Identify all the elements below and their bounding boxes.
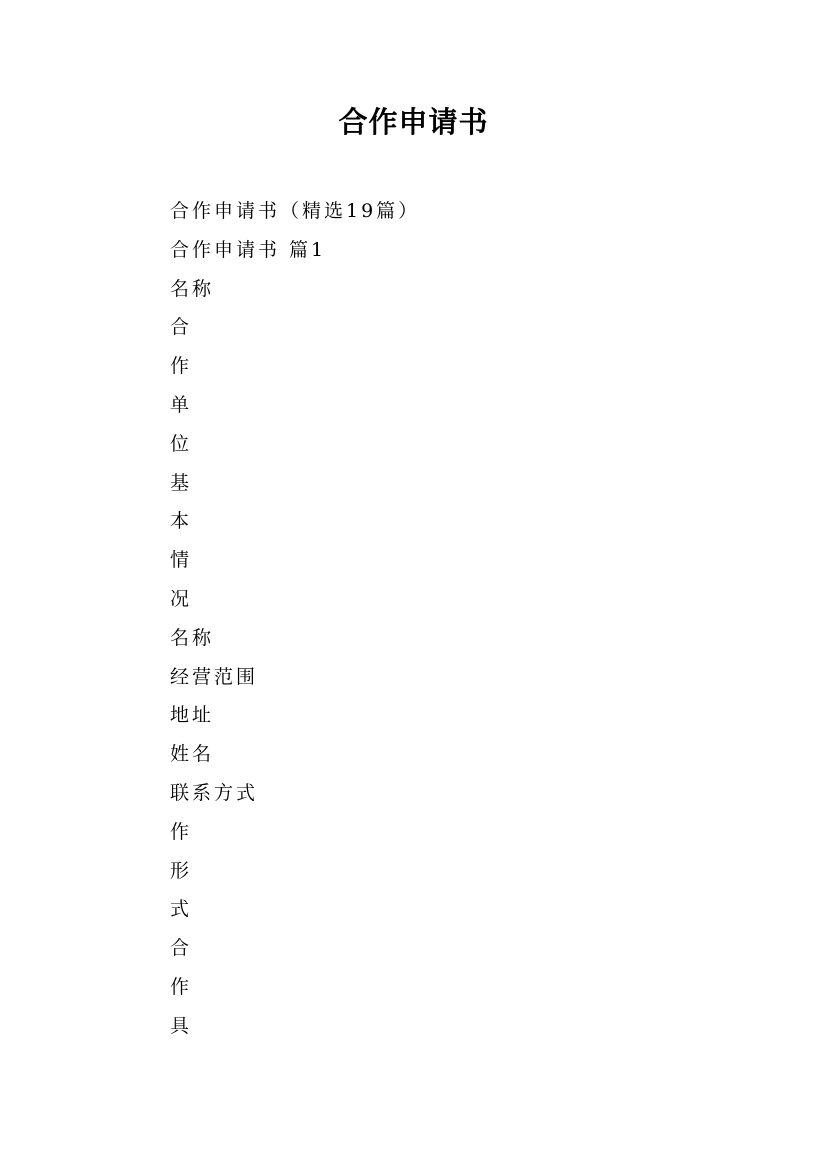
text-line: 联系方式 [170, 781, 259, 804]
text-line: 名称 [170, 277, 215, 300]
text-line: 本 [170, 510, 193, 533]
text-line: 况 [170, 587, 193, 610]
text-line: 情 [170, 549, 193, 572]
text-line: 合 [170, 316, 193, 339]
document-title: 合作申请书 [338, 105, 489, 139]
document-body [170, 192, 730, 1046]
text-line: 位 [170, 432, 193, 455]
text-line: 基 [170, 471, 193, 494]
text-line: 式 [170, 898, 193, 921]
text-line: 作 [170, 355, 193, 378]
text-line: 作 [170, 820, 193, 843]
section-heading: 合作申请书 篇1 [170, 238, 327, 261]
text-line: 单 [170, 393, 193, 416]
text-line: 经营范围 [170, 665, 259, 688]
text-line: 姓名 [170, 743, 215, 766]
text-line: 合 [170, 937, 193, 960]
text-line: 形 [170, 859, 193, 882]
subtitle-line: 合作申请书（精选19篇） [170, 200, 421, 222]
text-line: 地址 [170, 704, 215, 727]
text-line: 作 [170, 975, 193, 998]
text-line: 具 [170, 1014, 193, 1037]
text-line: 名称 [170, 626, 215, 649]
